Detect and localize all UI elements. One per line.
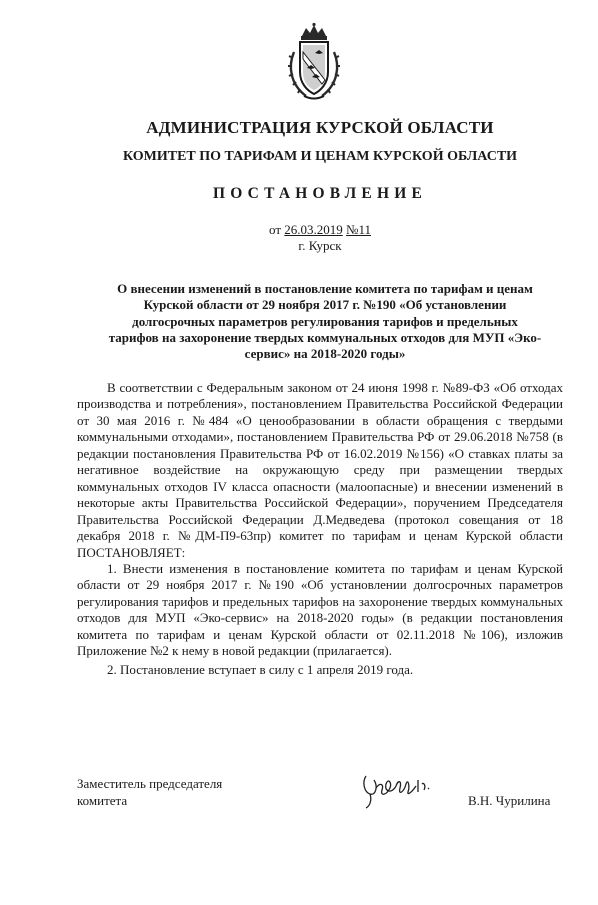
document-subject bbox=[88, 281, 562, 362]
document-date: 26.03.2019 bbox=[284, 222, 343, 237]
handwritten-signature-icon bbox=[358, 762, 440, 810]
item-1-paragraph: 1. Внести изменения в постановление комитета по тарифам и ценам Курской области от 29 ноября 2017 г. №190 «Об установлении долгосрочных параметров регулирования тарифов и предельных тарифов на захоронение твердых коммунальных отходов для МУП «Эко-сервис» на 2018-2020 годы» (в редакции постановления комитета по тарифам и ценам Курской области от 02.11.2018 №106), изложив Приложение №2 к нему в новой редакции (прилагается). bbox=[77, 560, 563, 659]
signatory-position bbox=[77, 776, 222, 809]
kursk-coat-of-arms-icon bbox=[284, 22, 344, 102]
item-2-paragraph: 2. Постановление вступает в силу с 1 апреля 2019 года. bbox=[107, 661, 414, 677]
subject-line: тарифов на захоронение твердых коммунальных отходов для МУП «Эко- bbox=[108, 329, 542, 345]
preamble-paragraph: В соответствии с Федеральным законом от 24 июня 1998 г. №89-ФЗ «Об отходах производства и потребления», постановлением Правительства Российской Федерации от 30 мая 2016 г. №484 «О ценообразовании в области обращения с твердыми коммунальными отходами», постановлением Правительства РФ от 29.06.2018 №758 (в редакции постановления Правительства РФ от 16.02.2019 №156) «О ставках платы за негативное воздействие на окружающую среду при размещении твердых коммунальных отходов IV класса опасности (малоопасные) и внесении изменений в некоторые акты Правительства Российской Федерации», поручением Председателя Правительства Российской Федерации Д.Медведева (протокол совещания от 18 декабря 2018 г. №ДМ-П9-63пр) комитет по тарифам и ценам Курской области ПОСТАНОВЛЯЕТ: bbox=[77, 380, 563, 560]
document-dateline bbox=[0, 222, 598, 238]
position-line: комитета bbox=[77, 792, 128, 808]
document-body bbox=[77, 380, 563, 678]
administration-title: АДМИНИСТРАЦИЯ КУРСКОЙ ОБЛАСТИ bbox=[146, 118, 494, 137]
signatory-name: В.Н. Чурилина bbox=[468, 793, 551, 808]
document-type: ПОСТАНОВЛЕНИЕ bbox=[212, 185, 428, 202]
committee-title: КОМИТЕТ ПО ТАРИФАМ И ЦЕНАМ КУРСКОЙ ОБЛАСТИ bbox=[122, 149, 518, 164]
subject-line: сервис» на 2018-2020 годы» bbox=[244, 346, 406, 362]
subject-line: О внесении изменений в постановление комитета по тарифам и ценам bbox=[117, 281, 533, 296]
document-number: №11 bbox=[346, 222, 371, 237]
document-city: г. Курск bbox=[298, 238, 342, 253]
date-prefix: от bbox=[269, 222, 282, 237]
position-line: Заместитель председателя bbox=[77, 776, 223, 791]
subject-line: Курской области от 29 ноября 2017 г. №190 «Об установлении bbox=[143, 297, 507, 313]
subject-line: долгосрочных параметров регулирования тарифов и предельных bbox=[132, 313, 518, 329]
